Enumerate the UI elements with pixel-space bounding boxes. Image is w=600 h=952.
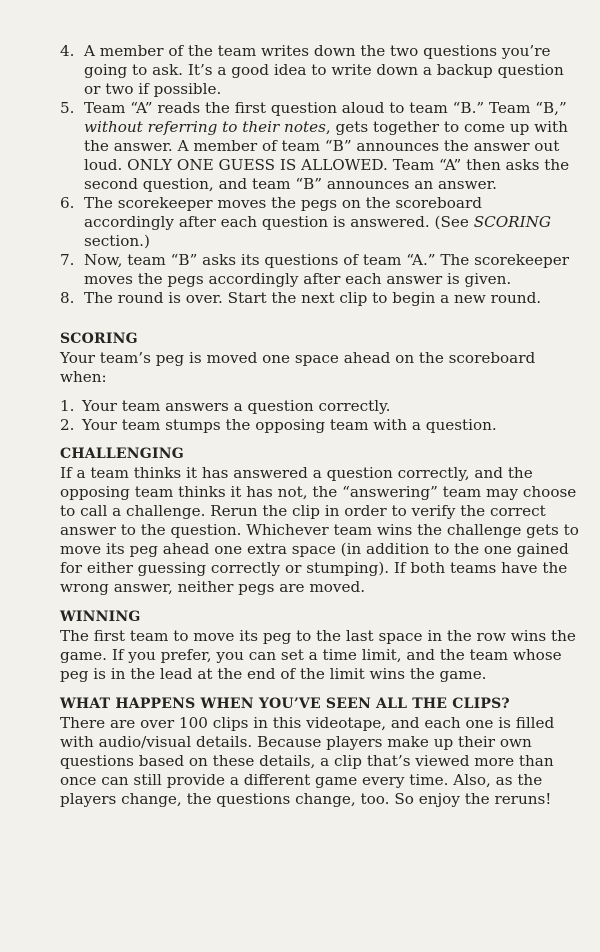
step-text: Now, team “B” asks its questions of team “A.” The scorekeeper moves the pegs accordingly after each answer is given.: [84, 251, 569, 288]
clips-text: There are over 100 clips in this videotape, and each one is filled with audio/visual details. Because players make up their own questions based on these details, a clip that’s viewed more than once can still provide a different game every time. Also, as the players change, the questions change, too. So enjoy the reruns!: [60, 714, 555, 808]
challenging-section: [60, 445, 580, 597]
clips-section: [60, 695, 580, 809]
game-steps-list: [60, 42, 570, 308]
step-4: [60, 42, 570, 99]
step-5: [60, 99, 570, 194]
item-number: 2.: [60, 416, 75, 434]
step-number: 7.: [60, 251, 75, 269]
item-text: Your team stumps the opposing team with a question.: [82, 416, 497, 434]
step-text: A member of the team writes down the two questions you’re going to ask. It’s a good idea to write down a backup question or two if possible.: [84, 42, 564, 98]
step-text-end: , gets together to come up with the answer. A member of team “B” announces the answer out loud. ONLY ONE GUESS IS ALLOWED. Team “A” then asks the second question, and team “B” announces an answer.: [84, 118, 570, 193]
winning-text: The first team to move its peg to the last space in the row wins the game. If you prefer, you can set a time limit, and the team whose peg is in the lead at the end of the limit wins the game.: [60, 627, 576, 683]
step-number: 8.: [60, 289, 75, 307]
clips-heading: WHAT HAPPENS WHEN YOU’VE SEEN ALL THE CLIPS?: [60, 696, 510, 712]
scoring-item: [60, 397, 580, 416]
scoring-intro: Your team’s peg is moved one space ahead on the scoreboard when:: [60, 349, 536, 386]
step-text-end: section.): [84, 232, 150, 250]
scoring-item: [60, 416, 580, 435]
step-number: 5.: [60, 99, 75, 117]
winning-section: [60, 608, 580, 684]
step-text-start: Team “A” reads the first question aloud to team “B.” Team “B,”: [84, 99, 567, 117]
scoring-heading: SCORING: [60, 331, 138, 347]
step-number: 4.: [60, 42, 75, 60]
item-number: 1.: [60, 397, 75, 415]
challenging-text: If a team thinks it has answered a question correctly, and the opposing team thinks it has not, the “answering” team may choose to call a challenge. Rerun the clip in order to verify the correct answer to the question. Whichever team wins the challenge gets to move its peg ahead one extra space (in addition to the one gained for either guessing correctly or stumping). If both teams have the wrong answer, neither pegs are moved.: [60, 464, 579, 596]
winning-heading: WINNING: [60, 609, 141, 625]
step-number: 6.: [60, 194, 75, 212]
step-text-emphasis: SCORING: [473, 213, 552, 231]
step-8: [60, 289, 570, 308]
step-7: [60, 251, 570, 289]
step-6: [60, 194, 570, 251]
step-text-start: The scorekeeper moves the pegs on the scoreboard accordingly after each question is answered. (See: [84, 194, 482, 231]
challenging-heading: CHALLENGING: [60, 446, 184, 462]
scoring-section: [60, 330, 580, 435]
item-text: Your team answers a question correctly.: [82, 397, 391, 415]
scoring-list: [60, 397, 580, 435]
step-text: The round is over. Start the next clip to begin a new round.: [84, 289, 542, 307]
step-text-emphasis: without referring to their notes: [84, 118, 326, 136]
